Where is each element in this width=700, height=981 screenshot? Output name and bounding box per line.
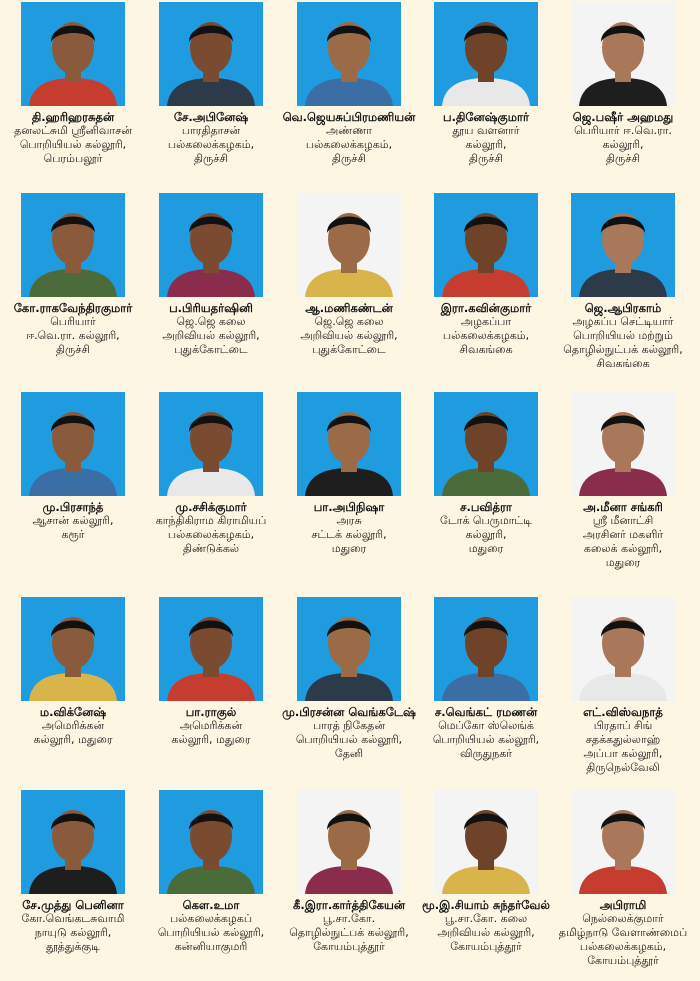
student-college-line: சட்டக் கல்லூரி,	[311, 528, 387, 541]
student-name: பா.ராகுல்	[185, 705, 237, 719]
student-college-line: பொறியியல் கல்லூரி,	[19, 138, 127, 151]
student-college-line: பல்கலைக்கழகம்,	[305, 138, 393, 151]
student-college-line: பல்கலைக்கழகம்,	[167, 528, 255, 541]
student-photo	[21, 2, 125, 106]
student-college-line: அப்பா கல்லூரி,	[583, 747, 663, 760]
student-card	[5, 392, 141, 542]
student-college-line: கோ.வெங்கடசுவாமி	[21, 912, 125, 925]
student-college-line: கோயம்புத்தூர்	[313, 940, 385, 953]
student-photo	[159, 193, 263, 297]
student-college-line: புதுக்கோட்டை	[312, 343, 386, 356]
student-name: வெ.ஜெயசுப்பிரமணியன்	[282, 110, 416, 124]
student-card	[5, 597, 141, 747]
student-card	[418, 392, 554, 556]
student-college-line: தொழில்நுட்பக் கல்லூரி,	[289, 926, 409, 939]
student-photo	[571, 392, 675, 496]
student-card	[555, 597, 691, 775]
student-photo	[159, 597, 263, 701]
student-college-line: மெப்கோ ஸ்லெங்க்	[438, 719, 534, 732]
student-college-line: திருச்சி	[332, 152, 366, 165]
student-college-line: கல்லூரி, மதுரை	[171, 733, 251, 746]
student-college-line: அறிவியல் கல்லூரி,	[437, 926, 535, 939]
student-name: பா.அபிநிஷா	[313, 500, 385, 514]
student-college-line: சிவகங்கை	[459, 343, 513, 356]
student-college-line: சதக்கதுல்லாஹ்	[585, 733, 661, 746]
student-college-line: அறிவியல் கல்லூரி,	[300, 329, 398, 342]
student-college-line: அறிவியல் கல்லூரி,	[162, 329, 260, 342]
student-photo	[21, 790, 125, 894]
student-photo	[159, 392, 263, 496]
student-college-line: கல்லூரி,	[465, 138, 507, 151]
student-photo	[571, 193, 675, 297]
student-name: ஜெ.ஆபிரகாம்	[584, 301, 662, 315]
student-college-line: தொழில்நுட்பக் கல்லூரி,	[563, 343, 683, 356]
student-name: மூ.இ.சியாம் சுந்தர்வேல்	[422, 898, 550, 912]
student-card	[5, 790, 141, 954]
student-card	[555, 392, 691, 570]
student-college-line: டோக் பெருமாட்டி	[440, 514, 532, 527]
student-college-line: அழகப்ப செட்டியார்	[572, 315, 674, 328]
student-name: ச.வெங்கட் ரமணன்	[434, 705, 538, 719]
student-college-line: மதுரை	[605, 556, 641, 569]
student-name: மு.பிரசாந்த்	[42, 500, 104, 514]
student-photo	[21, 597, 125, 701]
student-card	[5, 2, 141, 166]
student-photo	[434, 597, 538, 701]
student-photo	[571, 2, 675, 106]
student-college-line: கல்லூரி,	[465, 528, 507, 541]
student-college-line: திருச்சி	[194, 152, 228, 165]
student-card	[555, 790, 691, 968]
student-college-line: கோயம்புத்தூர்	[587, 954, 659, 967]
student-college-line: கன்னியாகுமரி	[174, 940, 248, 953]
student-college-line: பாரதிதாசன்	[181, 124, 241, 137]
student-name: சே.அபினேஷ்	[173, 110, 249, 124]
student-card	[143, 392, 279, 556]
student-card	[418, 790, 554, 954]
student-college-line: பல்கலைக்கழகம்,	[167, 138, 255, 151]
student-name: மு.சசிக்குமார்	[175, 500, 247, 514]
student-college-line: ஆசான் கல்லூரி,	[32, 514, 114, 527]
student-college-line: திண்டுக்கல்	[182, 542, 240, 555]
student-college-line: பூ.சா.கோ.	[322, 912, 376, 925]
student-name: ப.தினேஷ்குமார்	[443, 110, 529, 124]
student-photo	[297, 597, 401, 701]
student-card	[555, 2, 691, 166]
student-photo	[434, 392, 538, 496]
student-college-line: பல்கலைக்கழகம்,	[442, 329, 530, 342]
student-name: ச.பவித்ரா	[460, 500, 512, 514]
student-name: கீ.இரா.கார்த்திகேயன்	[292, 898, 406, 912]
student-card	[281, 2, 417, 166]
student-name: எட்.விஸ்வநாத்	[583, 705, 663, 719]
student-college-line: நெல்லைக்குமார்	[582, 912, 664, 925]
student-college-line: பெரியார்	[50, 315, 96, 328]
student-card	[418, 2, 554, 166]
student-card	[555, 193, 691, 371]
student-college-line: ஸ்ரீ மீனாட்சி	[592, 514, 654, 527]
student-photo	[21, 392, 125, 496]
student-college-line: பொறியியல் மற்றும்	[573, 329, 673, 342]
student-name: ஆ.மணிகண்டன்	[305, 301, 393, 315]
student-college-line: பெரியார் ஈ.வெ.ரா.	[574, 124, 672, 137]
student-college-line: தூய வளனார்	[452, 124, 520, 137]
student-college-line: திருச்சி	[606, 152, 640, 165]
student-college-line: அழகப்பா	[460, 315, 512, 328]
student-college-line: தனலட்சுமி ஸ்ரீனிவாசன்	[14, 124, 132, 137]
student-photo	[297, 790, 401, 894]
student-name: அபிராமி	[599, 898, 647, 912]
student-card	[281, 392, 417, 556]
student-college-line: மதுரை	[331, 542, 367, 555]
student-college-line: காந்திகிராம கிராமியப்	[155, 514, 267, 527]
student-name: ப.பிரியதர்ஷினி	[169, 301, 253, 315]
student-name: கெள.உமா	[182, 898, 240, 912]
student-card	[281, 597, 417, 761]
student-photo	[434, 2, 538, 106]
student-college-line: தூத்துக்குடி	[46, 940, 100, 953]
student-card	[281, 790, 417, 954]
student-college-line: கரூர்	[61, 528, 85, 541]
student-college-line: தேனி	[334, 747, 364, 760]
student-name: கோ.ராகவேந்திரகுமார்	[13, 301, 133, 315]
student-photo	[21, 193, 125, 297]
student-name: ஜெ.பஷீர் அஹமது	[572, 110, 674, 124]
student-college-line: பொறியியல் கல்லூரி,	[157, 926, 265, 939]
student-card	[281, 193, 417, 357]
student-college-line: ஈ.வெ.ரா. கல்லூரி,	[26, 329, 120, 342]
student-photo	[434, 193, 538, 297]
student-card	[143, 193, 279, 357]
student-photo	[297, 2, 401, 106]
student-name: ம.விக்னேஷ்	[39, 705, 107, 719]
student-college-line: அரசு	[336, 514, 362, 527]
student-photo	[571, 597, 675, 701]
student-college-line: கல்லூரி,	[602, 138, 644, 151]
student-college-line: அண்ணா	[326, 124, 372, 137]
student-college-line: தமிழ்நாடு வேளாண்மைப்	[558, 926, 688, 939]
student-college-line: கல்லூரி, மதுரை	[33, 733, 113, 746]
student-photo	[297, 193, 401, 297]
student-college-line: பிரதாப் சிங்	[593, 719, 653, 732]
student-college-line: ஜெ.ஜெ கலை	[176, 315, 246, 328]
student-college-line: திருச்சி	[56, 343, 90, 356]
student-college-line: நாயுடு கல்லூரி,	[34, 926, 112, 939]
student-college-line: அமெரிக்கன்	[41, 719, 105, 732]
student-college-line: மதுரை	[468, 542, 504, 555]
student-photo	[159, 2, 263, 106]
student-college-line: விருதுநகர்	[459, 747, 513, 760]
student-name: இரா.கவின்குமார்	[440, 301, 532, 315]
student-college-line: பொறியியல் கல்லூரி,	[295, 733, 403, 746]
student-name: அ.மீனா சங்கரி	[583, 500, 663, 514]
student-card	[143, 2, 279, 166]
student-name: சே.முத்து பெனினா	[22, 898, 124, 912]
student-college-line: பெரம்பலூர்	[43, 152, 103, 165]
student-college-line: திருச்சி	[469, 152, 503, 165]
student-card	[5, 193, 141, 357]
student-college-line: சிவகங்கை	[596, 357, 650, 370]
student-college-line: புதுக்கோட்டை	[174, 343, 248, 356]
student-name: தி.ஹரிஹரசுதன்	[31, 110, 115, 124]
student-college-line: பூ.சா.கோ. கலை	[444, 912, 528, 925]
student-college-line: கோயம்புத்தூர்	[450, 940, 522, 953]
student-card	[418, 193, 554, 357]
student-card	[418, 597, 554, 761]
student-college-line: பாரத் நிகேதன்	[312, 719, 386, 732]
student-college-line: ஜெ.ஜெ கலை	[314, 315, 384, 328]
student-college-line: அரசினர் மகளிர்	[582, 528, 664, 541]
student-college-line: பொறியியல் கல்லூரி,	[432, 733, 540, 746]
student-photo	[434, 790, 538, 894]
student-photo	[571, 790, 675, 894]
student-college-line: அமெரிக்கன்	[179, 719, 243, 732]
student-photo	[159, 790, 263, 894]
student-college-line: கலைக் கல்லூரி,	[583, 542, 663, 555]
student-college-line: திருநெல்வேலி	[586, 761, 660, 774]
student-college-line: பல்கலைக்கழகப்	[169, 912, 253, 925]
student-name: மு.பிரசன்ன வெங்கடேஷ்	[282, 705, 416, 719]
student-card	[143, 790, 279, 954]
student-college-line: பல்கலைக்கழகம்,	[579, 940, 667, 953]
student-photo	[297, 392, 401, 496]
student-card	[143, 597, 279, 747]
